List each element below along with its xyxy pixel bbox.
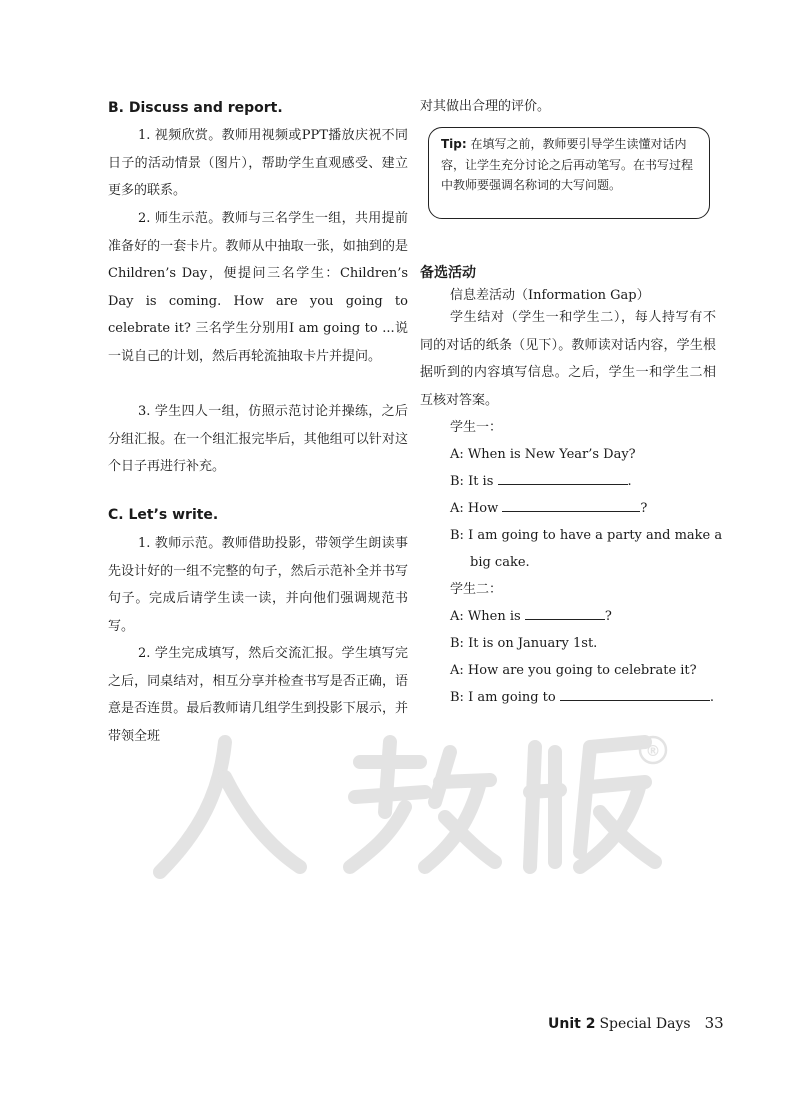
dialogue-line: B: I am going to have a party and make a [450,528,723,543]
section-c-paragraph-1: 1. 教师示范。教师借助投影，带领学生朗读事先设计好的一组不完整的句子，然后示范补全并书写句子。完成后请学生读一读，并向他们强调规范书写。 [108,536,408,634]
footer-unit-title: Special Days [599,1016,691,1032]
tip-text: 在填写之前，教师要引导学生读懂对话内容，让学生充分讨论之后再动笔写。在书写过程中教师要强调名称词的大写问题。 [441,137,694,192]
answer-blank [560,688,710,701]
student-one-label: 学生一： [450,420,503,435]
dialogue-line [450,607,612,627]
info-gap-subtitle: 信息差活动（Information Gap） [450,288,650,303]
page-number: 33 [704,1014,724,1032]
dialogue-text: . [627,474,632,489]
dialogue-line: A: When is New Year’s Day? [450,447,636,462]
footer-unit: Unit 2 [548,1016,596,1032]
optional-activity-heading: 备选活动 [420,265,476,281]
dialogue-line: B: It is on January 1st. [450,636,598,651]
publisher-watermark-logo [150,722,670,882]
dialogue-line [450,688,714,708]
continuation-text: 对其做出合理的评价。 [420,99,551,114]
dialogue-text: . [709,690,715,705]
answer-blank [502,499,640,512]
optional-activity-intro: 学生结对（学生一和学生二），每人持写有不同的对话的纸条（见下）。教师读对话内容，学生根据听到的内容填写信息。之后，学生一和学生二相互核对答案。 [420,310,716,408]
answer-blank [498,472,628,485]
registered-mark: ® [645,742,661,760]
page-footer [548,1014,724,1032]
dialogue-text: B: It is [450,474,494,489]
dialogue-text: ? [604,609,612,624]
dialogue-text: A: How [450,501,499,516]
tip-label: Tip: [441,137,467,151]
dialogue-text: A: When is [450,609,521,624]
dialogue-text: B: I am going to [450,690,556,705]
dialogue-line [450,499,647,519]
section-c-paragraph-2: 2. 学生完成填写，然后交流汇报。学生填写完之后，同桌结对，相互分享并检查书写是否正确，语意是否连贯。最后教师请几组学生到投影下展示，并带领全班 [108,646,408,744]
answer-blank [525,607,605,620]
tip-box [428,127,710,219]
section-b-paragraph-1: 1. 视频欣赏。教师用视频或PPT播放庆祝不同日子的活动情景（图片），帮助学生直观感受、建立更多的联系。 [108,128,408,198]
dialogue-line: A: How are you going to celebrate it? [450,663,697,678]
section-b-heading: B. Discuss and report. [108,100,283,116]
tip-content [441,134,701,196]
student-two-label: 学生二： [450,582,503,597]
dialogue-text: ? [640,501,648,516]
dialogue-line [450,472,632,492]
section-b-paragraph-3: 3. 学生四人一组，仿照示范讨论并操练，之后分组汇报。在一个组汇报完毕后，其他组可以针对这个日子再进行补充。 [108,404,408,474]
dialogue-line: big cake. [470,555,530,570]
section-c-heading: C. Let’s write. [108,507,219,523]
section-b-paragraph-2: 2. 师生示范。教师与三名学生一组，共用提前准备好的一套卡片。教师从中抽取一张，如抽到的是Children’s Day，便提问三名学生：Children’s Day is coming. How are you going to celebrate it? 三名学生分别用I am going to ...说一说自己的计划，然后再轮流抽取卡片并提问。 [108,211,408,364]
